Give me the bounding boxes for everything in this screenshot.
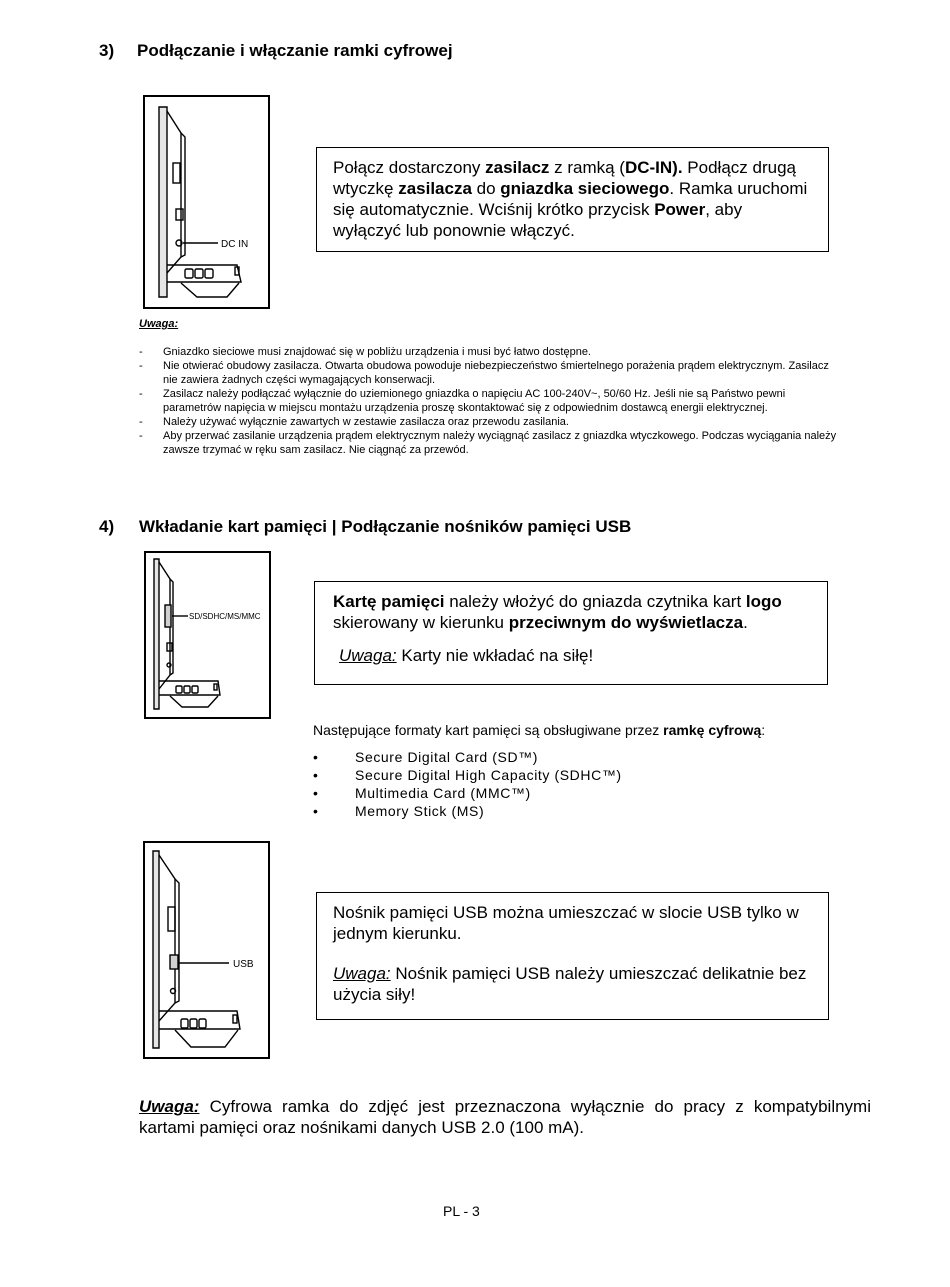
section-4-heading — [99, 517, 799, 539]
figure-usb-label: USB — [233, 959, 254, 970]
list-item: • Secure Digital High Capacity (SDHC™) — [313, 767, 622, 783]
list-item: • Memory Stick (MS) — [313, 803, 485, 819]
formats-intro: Następujące formaty kart pamięci są obsługiwane przez ramkę cyfrową: — [313, 722, 766, 738]
section-3-heading — [99, 41, 699, 63]
section-4-number: 4) — [99, 517, 115, 536]
section-3-number: 3) — [99, 41, 115, 60]
list-item: - Nie otwierać obudowy zasilacza. Otwarta obudowa powoduje niebezpieczeństwo śmiertelnego porażenia prądem elektrycznym. Zasilacz nie zawiera żadnych części wymagających konserwacji. — [139, 360, 829, 386]
final-note-label: Uwaga: — [139, 1097, 200, 1116]
power-instructions-text: Połącz dostarczony zasilacz z ramką (DC-IN). Podłącz drugą wtyczkę zasilacza do gniazdka sieciowego. Ramka uruchomi się automatycznie. Wciśnij krótko przycisk Power, aby wyłączyć lub ponownie włączyć. — [333, 158, 808, 240]
card-instructions-box — [314, 581, 828, 685]
page-number: PL - 3 — [443, 1203, 480, 1219]
card-warning-text: Uwaga: Karty nie wkładać na siłę! — [339, 646, 594, 665]
frame-side-illustration-usb — [145, 843, 268, 1057]
usb-instructions-box — [316, 892, 829, 1020]
figure-dc-in — [143, 95, 270, 309]
list-item: • Multimedia Card (MMC™) — [313, 785, 531, 801]
figure-dc-in-label: DC IN — [221, 239, 249, 250]
list-item: - Aby przerwać zasilanie urządzenia prądem elektrycznym należy wyciągnąć zasilacz z gniazdka wtyczkowego. Podczas wyciągania należy zawsze trzymać w ręku sam zasilacz. Nie ciągnąć za przewód. — [139, 430, 837, 456]
section-3-note-label: Uwaga: — [139, 318, 179, 330]
usb-instructions-text: Nośnik pamięci USB można umieszczać w slocie USB tylko w jednym kierunku. — [333, 903, 799, 943]
frame-side-illustration-card — [146, 553, 269, 717]
final-note — [139, 1096, 871, 1138]
figure-usb — [143, 841, 270, 1059]
figure-card-slot — [144, 551, 271, 719]
power-instructions-box — [316, 147, 829, 252]
list-item: - Zasilacz należy podłączać wyłącznie do uziemionego gniazdka o napięciu AC 100-240V~, 50/60 Hz. Jeśli nie są Państwo pewni parametrów napięcia w miejscu montażu urządzenia proszę skontaktować się z odpowiednim dostawcą energii elektrycznej. — [139, 388, 786, 414]
final-note-text: Cyfrowa ramka do zdjęć jest przeznaczona wyłącznie do pracy z kompatybilnymi kartami pamięci oraz nośnikami danych USB 2.0 (100 mA). — [139, 1097, 871, 1137]
list-item: - Należy używać wyłącznie zawartych w zestawie zasilacza oraz przewodu zasilania. — [139, 416, 569, 428]
figure-card-slot-label: SD/SDHC/MS/MMC — [189, 612, 261, 621]
section-4-title: Wkładanie kart pamięci | Podłączanie nośników pamięci USB — [139, 517, 632, 536]
supported-formats-list — [313, 748, 622, 820]
usb-warning-text: Uwaga: Nośnik pamięci USB należy umieszczać delikatnie bez użycia siły! — [333, 964, 807, 1004]
list-item: - Gniazdko sieciowe musi znajdować się w pobliżu urządzenia i musi być łatwo dostępne. — [139, 346, 591, 358]
safety-notes-list — [139, 345, 839, 457]
list-item: • Secure Digital Card (SD™) — [313, 749, 539, 765]
frame-side-illustration-dc — [145, 97, 268, 307]
card-instructions-text: Kartę pamięci należy włożyć do gniazda czytnika kart logo skierowany w kierunku przeciwnym do wyświetlacza. — [333, 592, 782, 632]
section-3-title: Podłączanie i włączanie ramki cyfrowej — [137, 41, 453, 60]
